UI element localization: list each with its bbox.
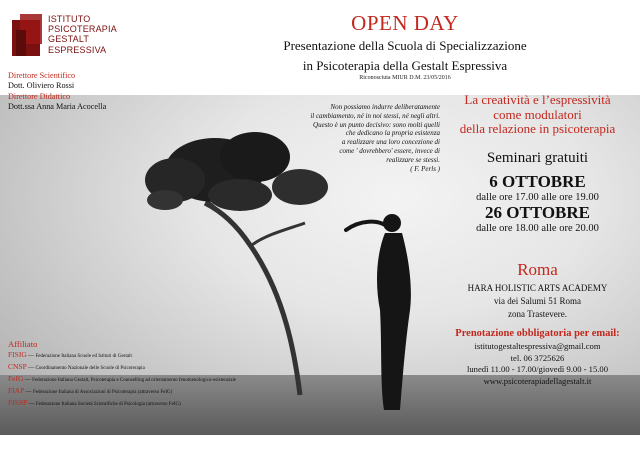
- quote-line: Questo è un punto decisivo: sono molti quelli: [313, 120, 440, 129]
- affiliation-code: FISSP: [8, 398, 28, 407]
- affiliation-code: CNSP: [8, 362, 27, 371]
- affiliation-item: [8, 386, 338, 398]
- theme-line: come modulatori: [493, 106, 582, 122]
- affiliation-item: [8, 374, 338, 386]
- event-date: 6 OTTOBRE: [489, 172, 586, 191]
- affiliation-code: FISIG: [8, 350, 27, 359]
- person-name: Dott.ssa Anna Maria Acocella: [8, 102, 107, 111]
- events-heading: Seminari gratuiti: [486, 150, 589, 166]
- header: [255, 12, 555, 81]
- affiliation-code: FeIG: [8, 374, 24, 383]
- quote-line: il cambiamento, né in noi stessi, né negli altri.: [310, 111, 440, 120]
- venue-city: Roma: [517, 260, 558, 279]
- booking-hours: lunedì 11.00 - 17.00/giovedì 9.00 - 15.00: [467, 364, 608, 374]
- subtitle-line-1: Presentazione della Scuola di Specializzazione: [283, 38, 527, 53]
- institute-logo: [10, 12, 120, 58]
- booking-email[interactable]: istitutogestaltespressiva@gmail.com: [474, 341, 601, 351]
- separator: —: [28, 401, 36, 407]
- theme-line: della relazione in psicoterapia: [459, 121, 616, 136]
- seminar-theme: [440, 93, 635, 137]
- direttore-scientifico: [8, 71, 75, 91]
- booking-heading: Prenotazione obbligatoria per email:: [455, 328, 620, 339]
- perls-quote: [235, 103, 440, 173]
- events-block: [440, 150, 635, 235]
- logo-line: ISTITUTO: [48, 14, 91, 24]
- venue-address: via dei Salumi 51 Roma: [494, 296, 581, 306]
- separator: —: [28, 353, 36, 359]
- logo-line: PSICOTERAPIA: [48, 24, 117, 35]
- affiliation-desc: Federazione Italiana Gestalt, Psicoterapia e Counselling ad orientamento fenomenologico-esistenziale: [32, 378, 237, 383]
- quote-line: realizzare se stessi.: [386, 155, 440, 164]
- booking-phone: tel. 06 3725626: [510, 352, 565, 363]
- quote-author: ( F. Perls ): [410, 164, 440, 173]
- subtitle-line-2: in Psicoterapia della Gestalt Espressiva: [302, 58, 508, 73]
- affiliation-desc: Federazione Italiana di Associazioni di Psicoterapia (attraverso FeIG): [33, 390, 173, 395]
- affiliation-code: FIAP: [8, 386, 25, 395]
- affiliations: [8, 339, 338, 410]
- affiliation-desc: Federazione Italiana Società Scientifiche di Psicologia (attraverso FeIG): [35, 402, 181, 407]
- logo-line: ESPRESSIVA: [48, 44, 107, 55]
- separator: —: [28, 365, 36, 371]
- quote-line: a realizzare una loro concezione di: [341, 138, 440, 147]
- affiliations-heading: Affiliato: [8, 339, 38, 349]
- affiliation-item: [8, 350, 338, 362]
- separator: —: [25, 389, 34, 395]
- website-link[interactable]: www.psicoterapiadellagestalt.it: [483, 375, 592, 386]
- affiliation-desc: Coordinamento Nazionale delle Scuole di Psicoterapia: [35, 366, 145, 371]
- direttore-didattico: [8, 92, 106, 112]
- quote-line: come ' dovrebbero' essere, invece di: [339, 146, 440, 155]
- dancer-silhouette: [346, 214, 411, 410]
- venue-details: [440, 282, 635, 321]
- theme-line: La creatività e l’espressività: [464, 92, 611, 107]
- booking-contacts: [440, 341, 635, 387]
- venue-name: HARA HOLISTIC ARTS ACADEMY: [467, 283, 608, 293]
- event-time: dalle ore 18.00 alle ore 20.00: [476, 223, 599, 234]
- logo-mark-icon: [10, 12, 45, 58]
- person-name: Dott. Oliviero Rossi: [8, 81, 75, 90]
- quote-line: che dedicano la propria esistenza: [345, 129, 440, 138]
- affiliation-item: [8, 398, 338, 410]
- venue-zone: zona Trastevere.: [508, 309, 567, 319]
- event-time: dalle ore 17.00 alle ore 19.00: [476, 192, 599, 203]
- quote-line: Non possiamo indurre deliberatamente: [330, 103, 440, 111]
- event-date: 26 OTTOBRE: [484, 203, 591, 222]
- recognition-note: Riconosciuta MIUR D.M. 23/05/2016: [359, 75, 451, 81]
- role-label: Direttore Didattico: [8, 92, 71, 101]
- separator: —: [24, 377, 33, 383]
- page-title: OPEN DAY: [351, 11, 459, 35]
- logo-line: GESTALT: [48, 34, 90, 45]
- logo-text: [48, 14, 117, 55]
- affiliation-desc: Federazione Italiana Scuole ed Istituti di Gestalt: [35, 354, 132, 359]
- role-label: Direttore Scientifico: [8, 71, 76, 80]
- affiliation-item: [8, 362, 338, 374]
